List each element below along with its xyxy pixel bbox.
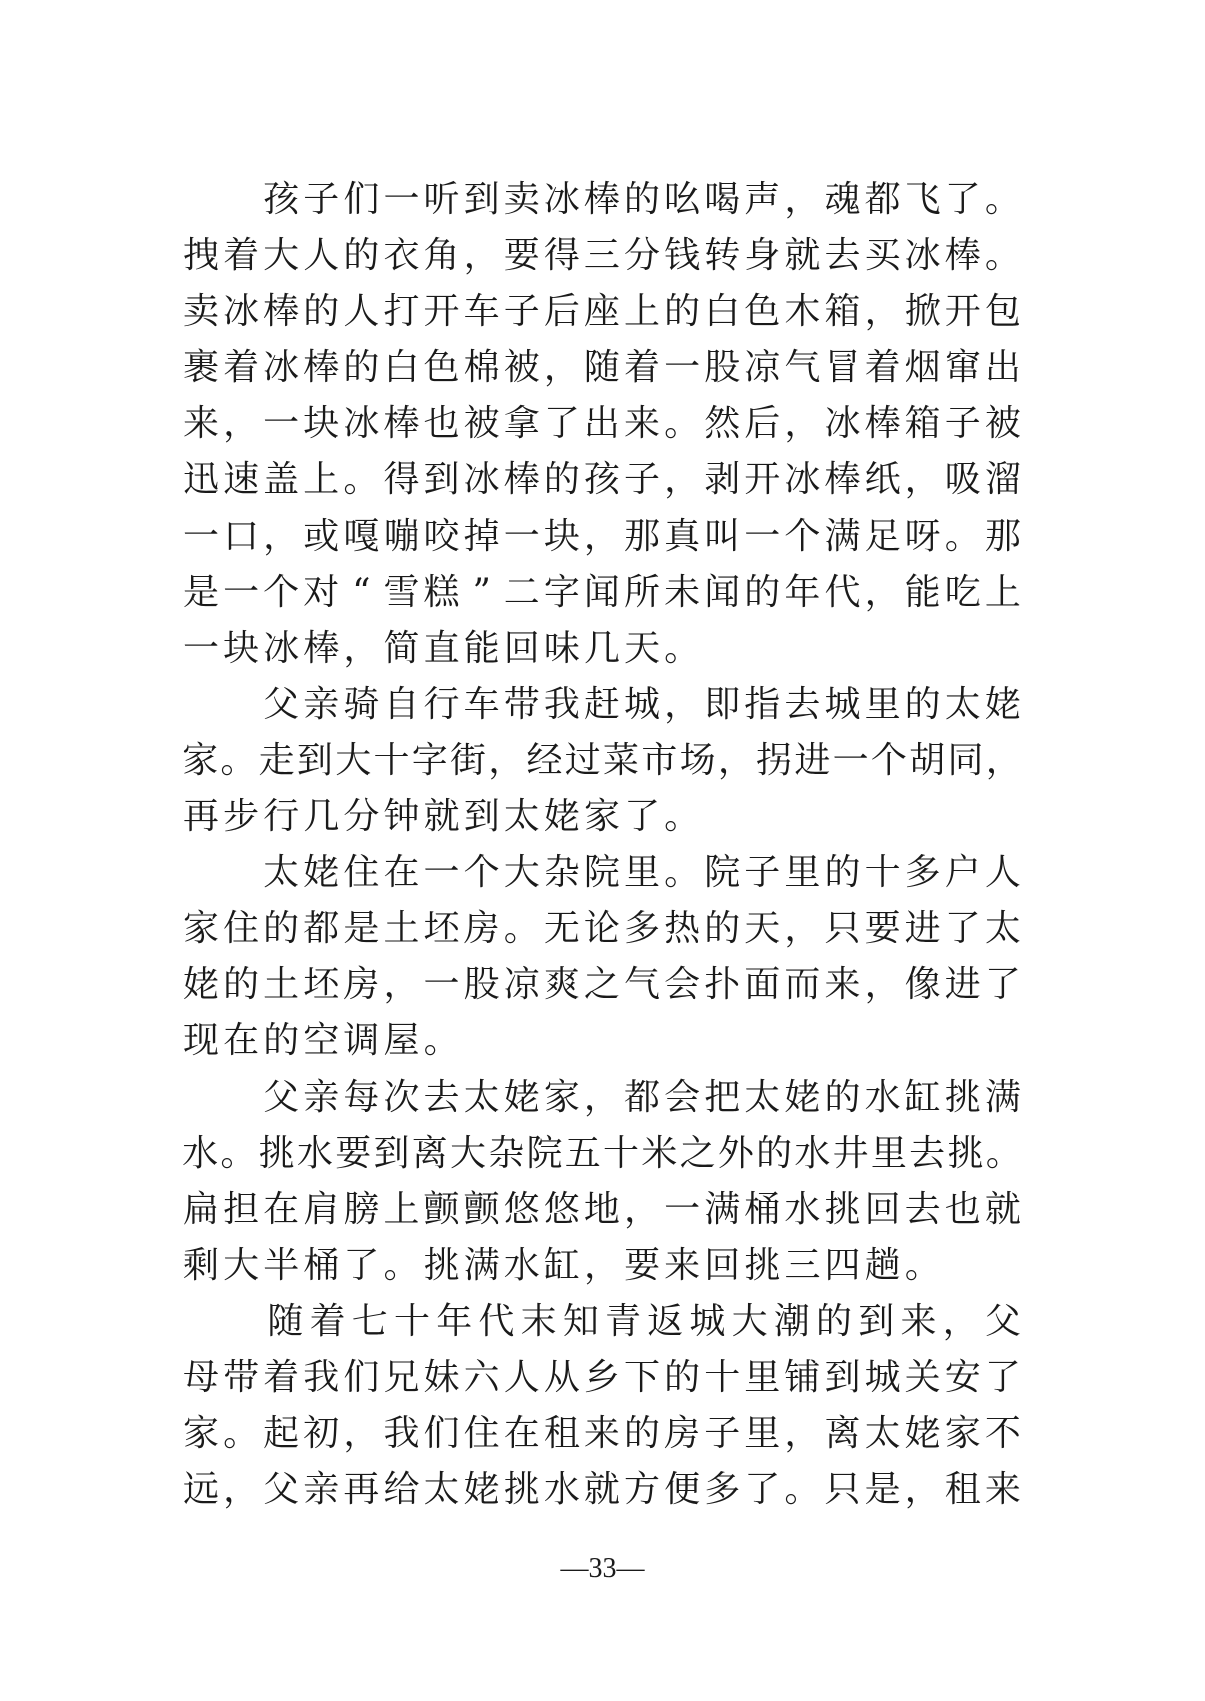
text-line: 一 口 ， 或 嘎 嘣 咬 掉 一 块 ， 那 真 叫 一 个 满 足 呀 。 那 <box>182 515 1021 557</box>
text-line: 是 一 个 对 “ 雪 糕 ” 二 字 闻 所 未 闻 的 年 代 ， 能 吃 上 <box>182 571 1021 613</box>
text-line: 随 着 七 十 年 代 末 知 青 返 城 大 潮 的 到 来 ， 父 <box>267 1300 1021 1342</box>
text-line: 家 。 走 到 大 十 字 街 ， 经 过 菜 市 场 ， 拐 进 一 个 胡 同 ， <box>182 739 1022 781</box>
text-line: 一 块 冰 棒 ， 简 直 能 回 味 几 天 。 <box>183 627 701 669</box>
text-line: 父 亲 骑 自 行 车 带 我 赶 城 ， 即 指 去 城 里 的 太 姥 <box>263 683 1021 725</box>
text-line: 来 ， 一 块 冰 棒 也 被 拿 了 出 来 。 然 后 ， 冰 棒 箱 子 被 <box>182 403 1021 445</box>
page-number: —33— <box>560 1553 645 1584</box>
text-line: 迅 速 盖 上 。 得 到 冰 棒 的 孩 子 ， 剥 开 冰 棒 纸 ， 吸 溜 <box>182 459 1021 501</box>
text-line: 孩 子 们 一 听 到 卖 冰 棒 的 吆 喝 声 ， 魂 都 飞 了 。 <box>263 179 1021 220</box>
text-line: 姥 的 土 坯 房 ， 一 股 凉 爽 之 气 会 扑 面 而 来 ， 像 进 了 <box>182 964 1021 1006</box>
text-line: 家 住 的 都 是 土 坯 房 。 无 论 多 热 的 天 ， 只 要 进 了 太 <box>182 908 1021 950</box>
text-line: 太 姥 住 在 一 个 大 杂 院 里 。 院 子 里 的 十 多 户 人 <box>263 852 1021 894</box>
text-line: 父 亲 每 次 去 太 姥 家 ， 都 会 把 太 姥 的 水 缸 挑 满 <box>263 1076 1021 1118</box>
text-line: 卖 冰 棒 的 人 打 开 车 子 后 座 上 的 白 色 木 箱 ， 掀 开 包 <box>182 291 1021 333</box>
text-line: 家 。 起 初 ， 我 们 住 在 租 来 的 房 子 里 ， 离 太 姥 家 不 <box>182 1413 1021 1455</box>
text-line: 母 带 着 我 们 兄 妹 六 人 从 乡 下 的 十 里 铺 到 城 关 安 了 <box>182 1356 1021 1398</box>
text-line: 扁 担 在 肩 膀 上 颤 颤 悠 悠 地 ， 一 满 桶 水 挑 回 去 也 就 <box>182 1188 1021 1230</box>
text-line: 远 ， 父 亲 再 给 太 姥 挑 水 就 方 便 多 了 。 只 是 ， 租 来 <box>182 1469 1021 1511</box>
text-line: 现 在 的 空 调 屋 。 <box>183 1020 460 1062</box>
text-line: 拽 着 大 人 的 衣 角 ， 要 得 三 分 钱 转 身 就 去 买 冰 棒 。 <box>182 235 1021 277</box>
text-line: 水 。 挑 水 要 到 离 大 杂 院 五 十 米 之 外 的 水 井 里 去 挑 。 <box>182 1132 1022 1174</box>
text-line: 剩 大 半 桶 了 。 挑 满 水 缸 ， 要 来 回 挑 三 四 趟 。 <box>183 1244 941 1286</box>
text-line: 再 步 行 几 分 钟 就 到 太 姥 家 了 。 <box>183 796 701 838</box>
body-text <box>181 172 1023 1518</box>
text-line: 裹 着 冰 棒 的 白 色 棉 被 ， 随 着 一 股 凉 气 冒 着 烟 窜 出 <box>182 347 1021 389</box>
